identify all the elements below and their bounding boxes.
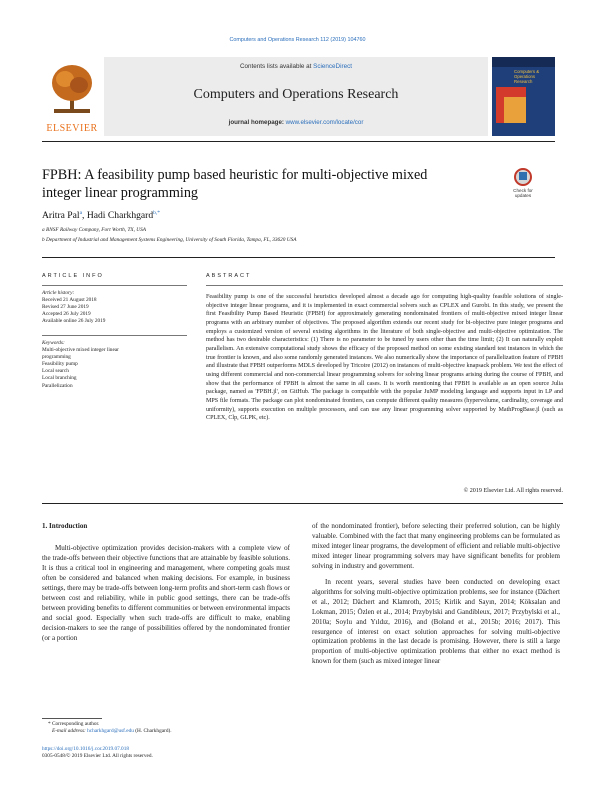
journal-name: Computers and Operations Research xyxy=(193,87,399,102)
keyword: Parallelization xyxy=(42,382,73,389)
author-1[interactable]: Aritra Pal xyxy=(42,210,80,221)
body-right-column xyxy=(312,522,560,782)
cover-bar xyxy=(492,57,555,67)
journal-title-band xyxy=(104,57,488,136)
keyword: Local search xyxy=(42,368,69,375)
elsevier-tree-icon xyxy=(50,63,94,115)
section-heading-introduction: 1. Introduction xyxy=(42,522,88,530)
intro-paragraph-1-continued: of the nondominated frontier), before selecting their preferred solution, can be highly valuable. Combined with the fact that many engineering problems can be formulated as mixed integer linear programs, the development of efficient and reliable multi-objective mixed integer linear programming solvers may have significant benefits for problem solving in industry and government. xyxy=(312,522,560,570)
intro-paragraph-1: Multi-objective optimization provides decision-makers with a complete view of the trade-offs between their objective functions that are attainable by feasible solutions. It is thus a critical tool in engineering and management, where competing goals must often be considered and balanced when making decisions. For example, in business settings, there may be trade-offs between long-term profits and short-term cash flows or between cost and reliability, while in public good settings, there can be trade-offs between providing benefits to different communities or between environmental impacts and social good. Especially when such trade-offs are difficult to make, enabling decision-makers to see the range of possibilities offered by the nondominated frontier (or a portion xyxy=(42,543,290,642)
sciencedirect-link[interactable]: ScienceDirect xyxy=(313,63,352,70)
keyword: Local branching xyxy=(42,375,77,382)
title-line-1: FPBH: A feasibility pump based heuristic for multi-objective mixed xyxy=(42,167,428,183)
crossmark-label-1: Check for xyxy=(513,188,533,193)
keyword: Feasibility pump xyxy=(42,361,78,368)
affiliation-b: b Department of Industrial and Management Systems Engineering, University of South Florida, Tampa, FL, 33620 USA xyxy=(42,237,297,243)
author-2[interactable]: Hadi Charkhgard xyxy=(86,210,154,221)
crossmark-label xyxy=(506,188,540,198)
article-footer xyxy=(42,746,153,761)
masthead xyxy=(42,57,555,136)
author-list: Aritra Pal$^a$, Hadi Charkhgard$^{b,*}$ xyxy=(42,210,161,221)
footnote-rule xyxy=(42,718,102,719)
cover-graphic-2 xyxy=(504,97,526,123)
journal-reference[interactable]: Computers and Operations Research 112 (2019) 104760 xyxy=(229,37,366,43)
copyright-notice: © 2019 Elsevier Ltd. All rights reserved. xyxy=(463,488,563,494)
received-date: Received 21 August 2018 xyxy=(42,297,97,304)
article-info-rule xyxy=(42,285,187,286)
abstract-heading: ABSTRACT xyxy=(206,273,252,279)
article-info-heading: ARTICLE INFO xyxy=(42,273,104,279)
keywords-block xyxy=(42,340,187,390)
contents-line xyxy=(104,63,488,70)
intro-paragraph-2: In recent years, several studies have been conducted on developing exact algorithms for solving multi-objective optimization problems, see for instance (Dächert et al., 2012; Dächert and Klamroth, 2015; Kirlik and Sayın, 2014; Köksalan and Lokman, 2015; Özlen et al., 2014; Przybylski and Gandibleux, 2017; Przybylski et al., 2010a; Soylu and Yıldız, 2016), and (Boland et al., 2015b; 2016; 2017). This resurgence of interest on exact solution approaches for solving multi-objective optimization problems in the last decade is promising. However, there is still a large proportion of multi-objective optimization problems that either no exact method is known for them (such as mixed integer linear xyxy=(312,577,560,666)
cover-title: Computers & Operations Research xyxy=(514,69,540,84)
affiliation-a: a BNSF Railway Company, Fort Worth, TX, USA xyxy=(42,227,146,233)
article-history xyxy=(42,290,187,325)
email-suffix: (H. Charkhgard). xyxy=(133,728,172,735)
accepted-date: Accepted 26 July 2019 xyxy=(42,311,91,318)
email-note xyxy=(42,728,262,735)
abstract-text: Feasibility pump is one of the successful heuristics developed almost a decade ago for computing high-quality feasible solutions of single-objective integer linear programs, and it is implemented in exact commercial solvers such as CPLEX and Gurobi. In this study, we present the first Feasibility Pump Based Heuristic (FPBH) for approximately generating nondominated frontiers of multi-objective mixed integer linear programs with an arbitrary number of objectives. The proposed algorithm extends our recent study for bi-objective pure integer programs and employs a customized version of several existing algorithms in the literature of both single-objective and multi-objective optimization. The method has two desirable characteristics: (1) There is no parameter to be tuned by users other than the time limit; (2) It can naturally exploit parallelism. An extensive computational study shows the efficacy of the proposed method on some existing standard test instances in which the true frontier is known, and also some randomly generated instances. We also numerically show the importance of parallelization feature of FPBH and illustrate that FPBH outperforms MDLS developed by Tricoire (2012) on instances of multi-objective knapsack problem. We test the effect of using different commercial and non-commercial linear programming solvers for solving linear programs arising during the course of FPBH, and show that the performance of FPBH is almost the same in all cases. It is worth mentioning that FPBH is available as an open source Julia package, named as 'FPBH.jl', on GitHub. The package is compatible with the popular JuMP modeling language and supports input in LP and MPS file formats. The package can plot nondominated frontiers, can compute different quality measures (hypervolume, cardinality, coverage and uniformity), supports execution on multiple processors, and can use any linear programming solver supported by MathProgBase.jl (such as CPLEX, Clp, GLPK, etc). xyxy=(206,294,563,422)
body-left-column xyxy=(42,522,290,667)
homepage-line xyxy=(104,119,488,126)
elsevier-wordmark: ELSEVIER xyxy=(46,123,98,134)
revised-date: Revised 27 June 2019 xyxy=(42,304,89,311)
keywords-rule xyxy=(42,335,187,336)
history-label: Article history: xyxy=(42,290,75,296)
keyword: programming xyxy=(42,354,71,361)
crossmark-flag-icon xyxy=(519,172,527,180)
title-line-2: integer linear programming xyxy=(42,185,199,201)
corresponding-author-note: * Corresponding author. xyxy=(48,721,100,727)
footnotes xyxy=(42,721,262,735)
affiliation-rule xyxy=(42,257,555,258)
crossmark-label-2: updates xyxy=(514,193,532,199)
header-rule xyxy=(42,141,555,142)
abstract-rule xyxy=(206,285,563,286)
homepage-link[interactable]: www.elsevier.com/locate/cor xyxy=(285,119,364,126)
author-1-affiliation-mark[interactable]: a xyxy=(79,210,83,216)
author-2-affiliation-mark[interactable]: b,* xyxy=(153,210,161,216)
abstract-bottom-rule xyxy=(42,503,563,504)
issn-line: 0305-0548/© 2019 Elsevier Ltd. All rights reserved. xyxy=(42,753,153,760)
keyword: Multi-objective mixed integer linear xyxy=(42,347,119,354)
contents-prefix: Contents lists available at xyxy=(239,63,314,70)
elsevier-logo[interactable] xyxy=(42,57,102,136)
doi-link[interactable]: https://doi.org/10.1016/j.cor.2019.07.018 xyxy=(42,746,130,752)
email-link[interactable]: hcharkhgard@usf.edu xyxy=(87,728,134,735)
paper-title xyxy=(42,166,472,202)
homepage-prefix: journal homepage: xyxy=(228,119,286,126)
check-for-updates-button[interactable] xyxy=(506,168,540,204)
email-label: E-mail address: xyxy=(52,728,88,735)
keywords-label: Keywords: xyxy=(42,340,65,346)
online-date: Available online 26 July 2019 xyxy=(42,318,106,325)
journal-cover-image[interactable] xyxy=(492,57,555,136)
